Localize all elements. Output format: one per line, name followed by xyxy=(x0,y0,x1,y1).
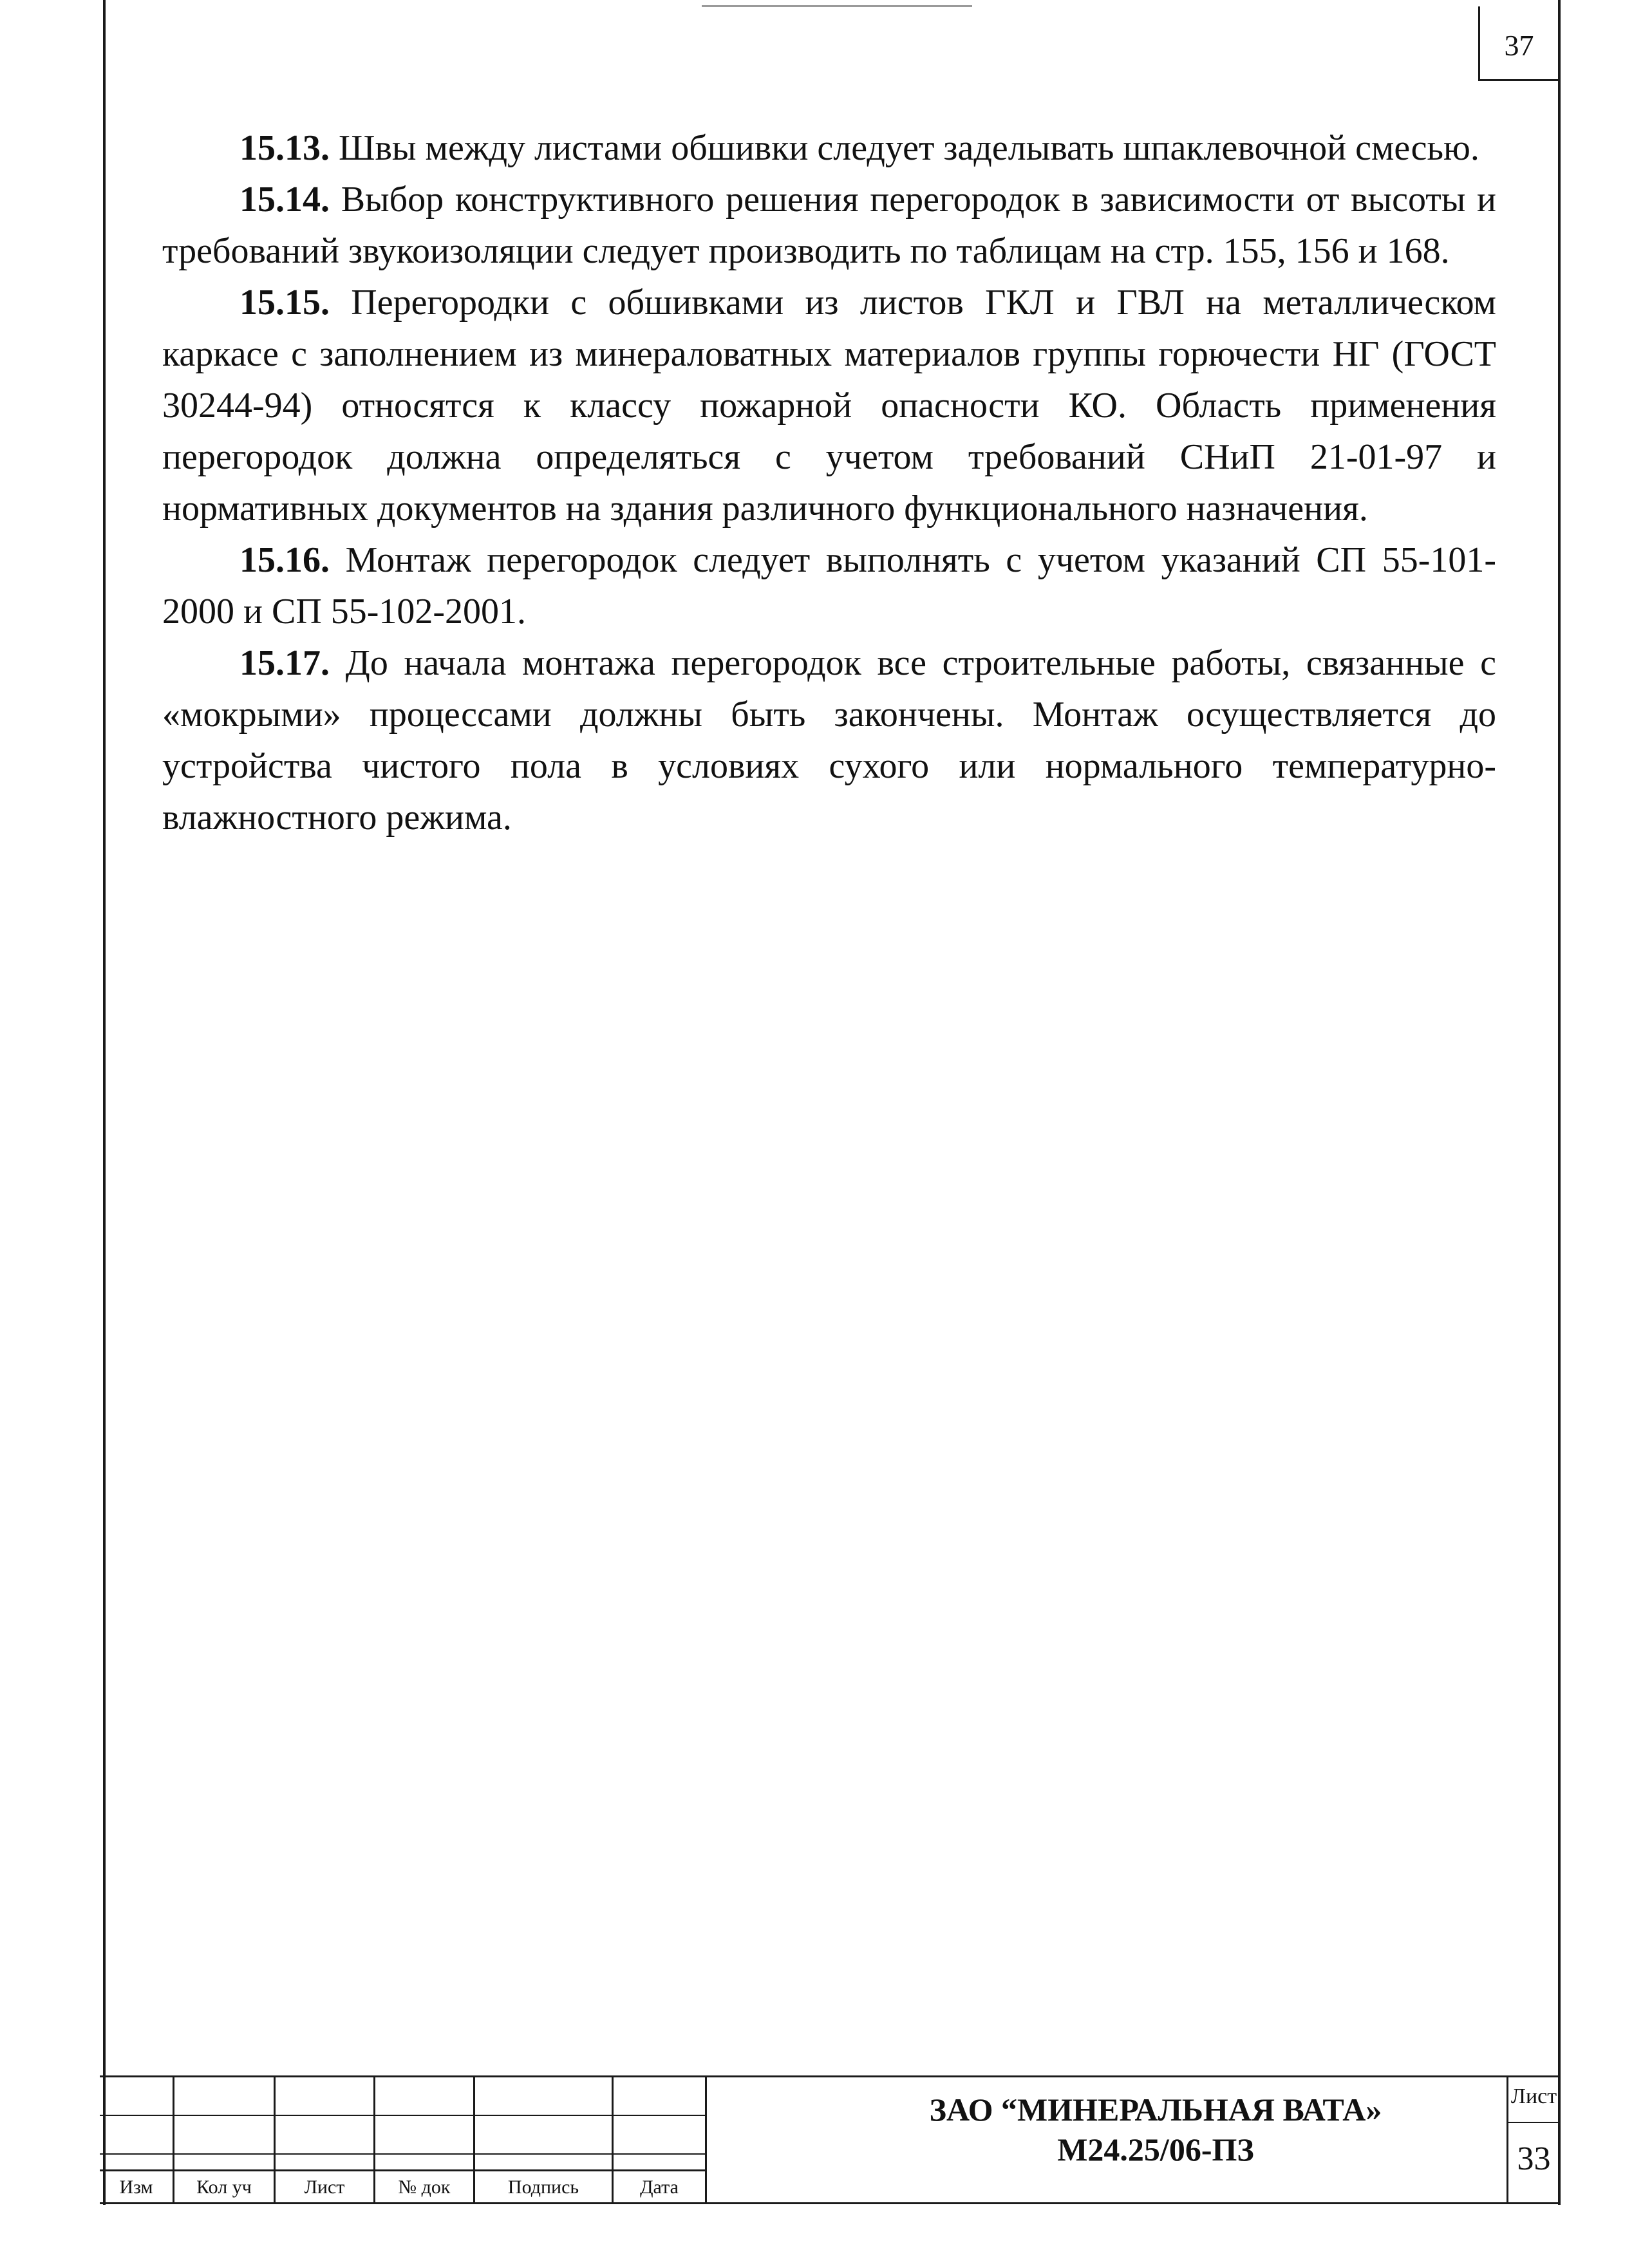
paragraph-number: 15.16. xyxy=(239,540,330,580)
paragraph-15-16 xyxy=(162,534,1496,637)
page-stamp-number: 37 xyxy=(1504,29,1534,62)
title-block-bottom-line xyxy=(100,2202,1559,2204)
page-stamp-box xyxy=(1478,6,1558,81)
sheet-number: 33 xyxy=(1517,2140,1551,2177)
frame-left-border xyxy=(103,0,106,2205)
column-signature: Подпись xyxy=(507,2177,579,2198)
column-date: Дата xyxy=(640,2177,679,2198)
paragraph-15-17 xyxy=(162,637,1496,843)
paragraph-text: Выбор конструктивного решения перегородок в зависимости от высоты и требований звукоизоляции следует производить по таблицам на стр. 155, 156 и 168. xyxy=(162,180,1496,271)
paragraph-text: Перегородки с обшивками из листов ГКЛ и ГВЛ на металлическом каркасе с заполнением из минераловатных материалов группы горючести НГ (ГОСТ 30244-94) относятся к классу пожарной опасности КО. Область применения перегородок должна определяться с учетом требований СНиП 21-01-97 и нормативных документов на здания различного функционального назначения. xyxy=(162,283,1496,529)
document-code: М24.25/06-ПЗ xyxy=(1057,2131,1254,2168)
column-list: Лист xyxy=(304,2177,345,2198)
paragraph-15-15 xyxy=(162,277,1496,534)
paragraph-number: 15.17. xyxy=(239,643,330,683)
paragraph-number: 15.13. xyxy=(239,128,330,168)
frame-right-border xyxy=(1558,0,1561,2205)
paragraph-15-13 xyxy=(162,122,1496,174)
document-body xyxy=(162,122,1496,843)
grid-line xyxy=(100,2153,705,2155)
grid-line xyxy=(1508,2122,1559,2123)
column-doc-number: № док xyxy=(398,2177,451,2198)
column-kol-uch: Кол уч xyxy=(196,2177,252,2198)
column-izm: Изм xyxy=(119,2177,153,2198)
paragraph-text: До начала монтажа перегородок все строительные работы, связанные с «мокрыми» процессами должны быть закончены. Монтаж осуществляется до устройства чистого пола в условиях сухого или нормального температурно-влажностного режима. xyxy=(162,643,1496,838)
title-block xyxy=(100,2075,1559,2204)
title-block-center xyxy=(805,2090,1507,2169)
paragraph-15-14 xyxy=(162,174,1496,277)
grid-line xyxy=(100,2115,705,2116)
frame-top-mark xyxy=(702,5,972,7)
paragraph-number: 15.14. xyxy=(239,180,330,220)
paragraph-text: Монтаж перегородок следует выполнять с учетом указаний СП 55-101-2000 и СП 55-102-2001. xyxy=(162,540,1496,632)
paragraph-text: Швы между листами обшивки следует заделывать шпаклевочной смесью. xyxy=(330,128,1479,168)
sheet-label: Лист xyxy=(1510,2084,1557,2108)
grid-line xyxy=(100,2169,705,2171)
grid-line xyxy=(705,2075,707,2204)
title-block-top-line xyxy=(100,2075,1559,2077)
paragraph-number: 15.15. xyxy=(239,283,330,323)
company-name: ЗАО “МИНЕРАЛЬНАЯ ВАТА» xyxy=(929,2092,1382,2128)
